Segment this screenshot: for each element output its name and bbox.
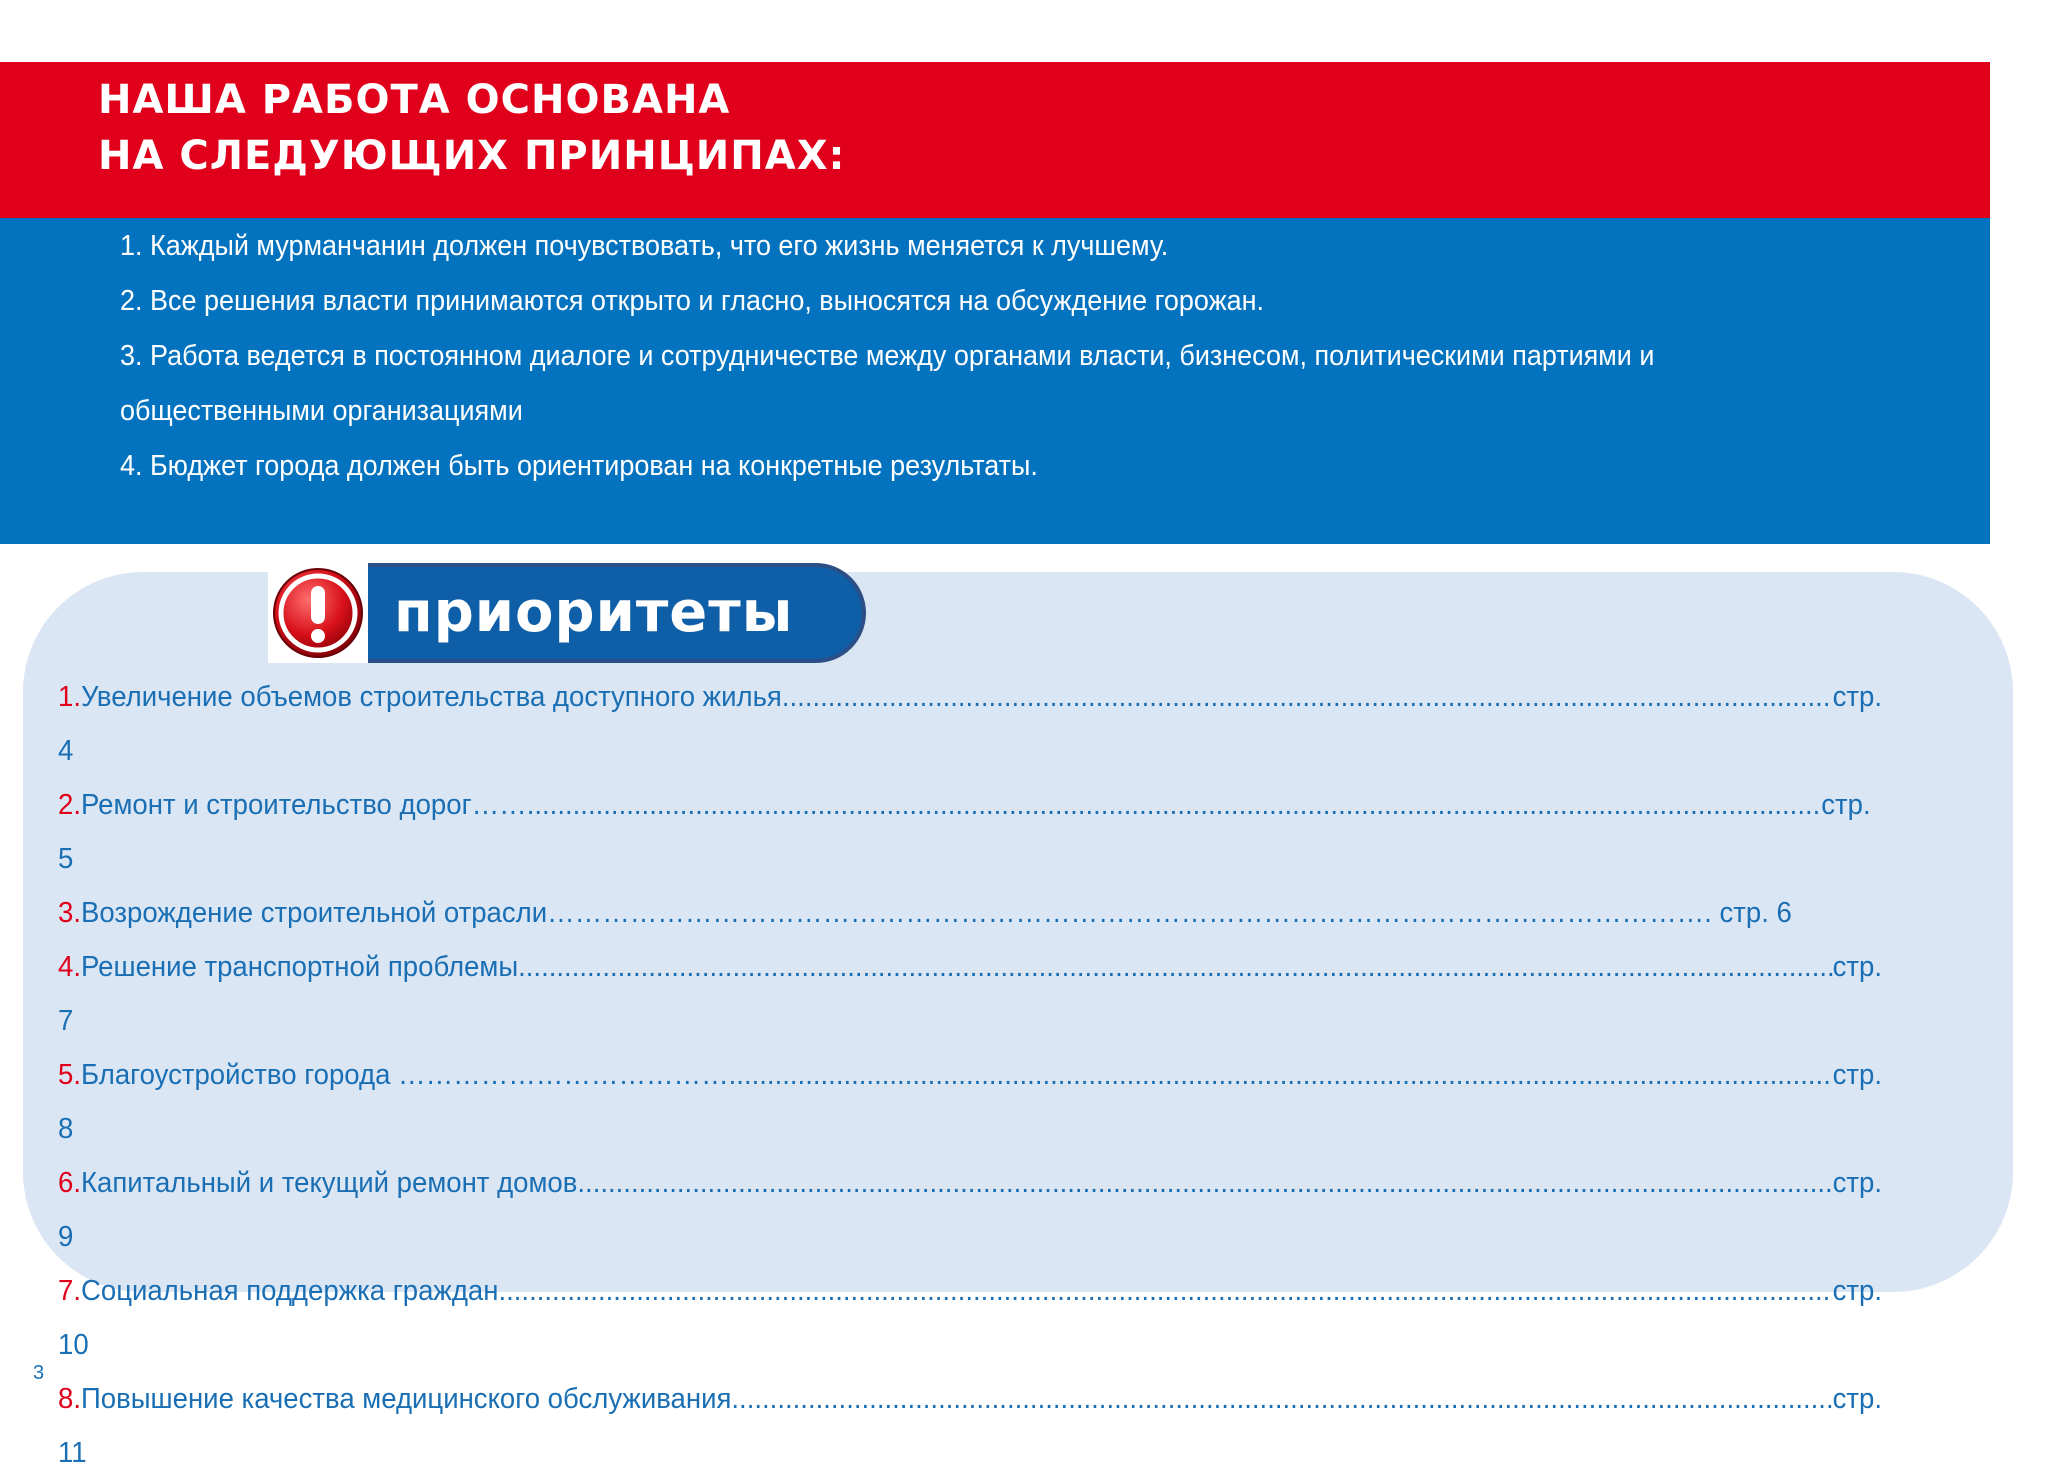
toc-leader — [518, 940, 1833, 994]
toc-number: 6. — [58, 1167, 81, 1199]
toc-page-number: 10 — [58, 1329, 89, 1361]
toc-item — [58, 1372, 1882, 1480]
principle-item: 3. Работа ведется в постоянном диалоге и сотрудничестве между органами власти, бизнесом, политическими партиями и общественными организациями — [120, 340, 1655, 427]
toc-page-label: стр. — [1832, 1059, 1882, 1091]
page-number: 3 — [33, 1362, 45, 1384]
principle-item: 4. Бюджет города должен быть ориентирован на конкретные результаты. — [120, 450, 1038, 482]
toc-item — [58, 1048, 1882, 1156]
toc-page-label: стр. — [1832, 1275, 1882, 1307]
exclamation-icon — [268, 563, 368, 663]
badge-label: приоритеты — [394, 580, 794, 645]
page-title — [98, 72, 846, 184]
toc-title: Решение транспортной проблемы — [80, 951, 519, 983]
toc-page-label: стр. — [1832, 1167, 1882, 1199]
toc-leader — [729, 1048, 1833, 1102]
toc-page-number: 9 — [58, 1221, 74, 1253]
toc-number: 7. — [58, 1275, 81, 1307]
toc-title: Социальная поддержка граждан — [80, 1275, 499, 1307]
toc-number: 5. — [58, 1059, 81, 1091]
toc-item — [58, 778, 1882, 886]
toc-number: 3. — [58, 897, 81, 929]
toc-title: Благоустройство города ……………………………… — [80, 1059, 729, 1091]
toc-title: Ремонт и строительство дорог…… — [80, 789, 527, 821]
toc-page-number: 4 — [58, 735, 74, 767]
toc-leader — [577, 1156, 1832, 1210]
priorities-toc — [58, 670, 1882, 1480]
toc-number: 2. — [58, 789, 81, 821]
toc-page-label: . стр. 6 — [1704, 897, 1792, 929]
toc-number: 4. — [58, 951, 81, 983]
toc-page-number: 11 — [58, 1437, 87, 1469]
toc-item — [58, 940, 1882, 1048]
page-title-line-2: НА СЛЕДУЮЩИХ ПРИНЦИПАХ: — [98, 133, 846, 179]
toc-page-number: 5 — [58, 843, 74, 875]
toc-page-number: 8 — [58, 1113, 74, 1145]
toc-title: Возрождение строительной отрасли……………………………………………………………………………………………………………… — [80, 897, 1705, 929]
principle-item: 2. Все решения власти принимаются открыто и гласно, выносятся на обсуждение горожан. — [120, 285, 1265, 317]
toc-page-label: стр. — [1832, 951, 1882, 983]
toc-page-label: стр. — [1832, 681, 1882, 713]
toc-leader — [782, 670, 1833, 724]
toc-item — [58, 1264, 1882, 1372]
toc-item — [58, 1156, 1882, 1264]
page-title-line-1: НАША РАБОТА ОСНОВАНА — [98, 77, 731, 123]
toc-leader — [527, 778, 1822, 832]
toc-page-label: стр. — [1821, 789, 1871, 821]
toc-number: 8. — [58, 1383, 81, 1415]
toc-page-label: стр. — [1832, 1383, 1882, 1415]
principle-item: 1. Каждый мурманчанин должен почувствовать, что его жизнь меняется к лучшему. — [120, 230, 1169, 262]
toc-leader — [498, 1264, 1832, 1318]
principles-list — [120, 219, 1850, 494]
toc-title: Повышение качества медицинского обслуживания — [80, 1383, 732, 1415]
toc-leader — [731, 1372, 1832, 1426]
toc-item — [58, 670, 1882, 778]
toc-title: Увеличение объемов строительства доступного жилья — [80, 681, 782, 713]
toc-page-number: 7 — [58, 1005, 74, 1037]
toc-number: 1. — [58, 681, 81, 713]
toc-item — [58, 886, 1882, 940]
toc-title: Капитальный и текущий ремонт домов — [80, 1167, 578, 1199]
priorities-badge — [268, 563, 868, 665]
